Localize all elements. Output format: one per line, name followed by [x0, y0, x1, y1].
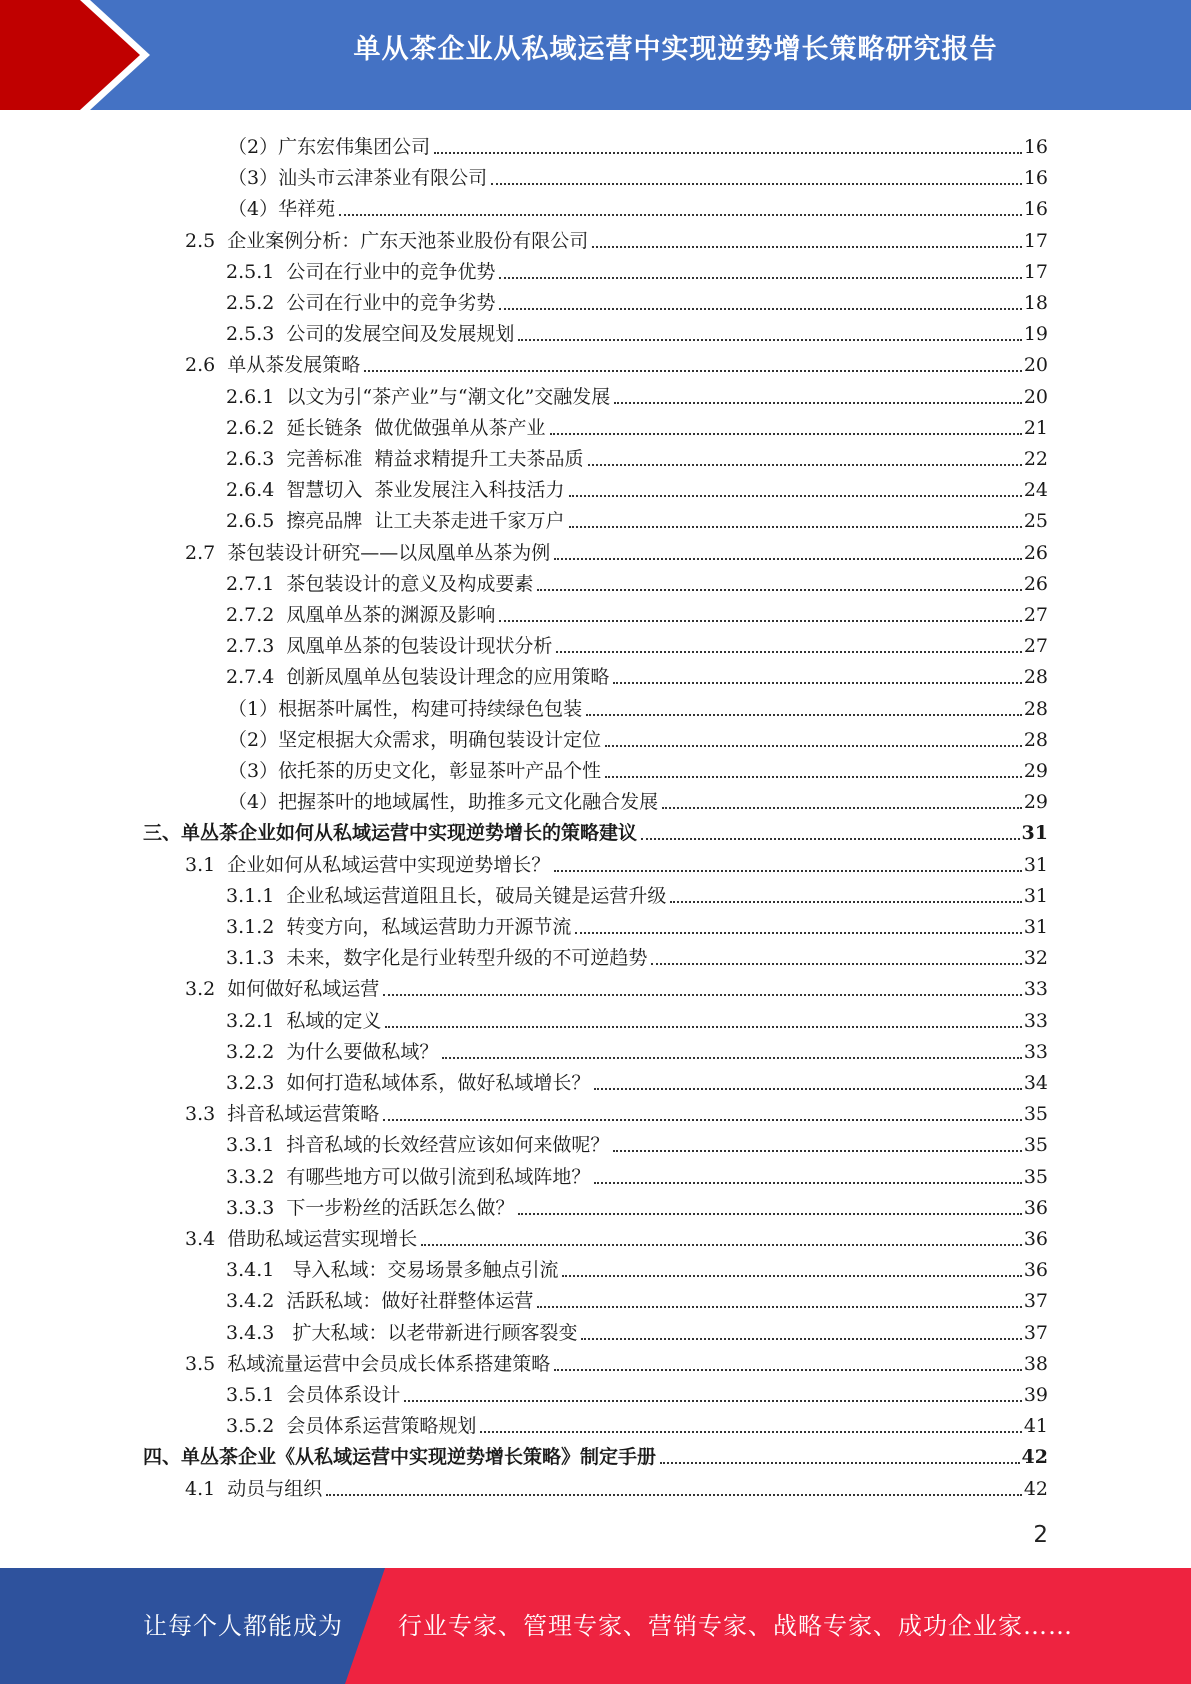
- toc-dot-leader: [556, 651, 1021, 653]
- toc-entry[interactable]: [226, 1407, 1048, 1438]
- toc-entry[interactable]: [226, 565, 1048, 596]
- toc-entry-page: 31: [1023, 853, 1048, 876]
- toc-entry[interactable]: [143, 1438, 1048, 1469]
- toc-entry-label: 2.6.2 延长链条 做优做强单从茶产业: [226, 416, 546, 439]
- toc-entry[interactable]: [185, 1220, 1048, 1251]
- toc-entry-label: 2.6.4 智慧切入 茶业发展注入科技活力: [226, 479, 565, 502]
- toc-dot-leader: [518, 1213, 1021, 1215]
- toc-entry-label: 2.5 企业案例分析：广东天池茶业股份有限公司: [185, 229, 589, 252]
- toc-entry-page: 18: [1023, 292, 1048, 314]
- toc-entry[interactable]: [228, 690, 1048, 721]
- toc-entry-page: 16: [1023, 198, 1048, 221]
- toc-entry[interactable]: [185, 1470, 1048, 1501]
- toc-entry-label: （4）把握茶叶的地域属性，助推多元文化融合发展: [228, 791, 659, 814]
- toc-entry-page: 35: [1023, 1103, 1048, 1126]
- toc-dot-leader: [537, 589, 1021, 591]
- toc-entry[interactable]: [226, 1376, 1048, 1407]
- toc-entry-page: 34: [1023, 1072, 1048, 1094]
- toc-entry[interactable]: [226, 908, 1048, 939]
- toc-entry[interactable]: [226, 877, 1048, 908]
- toc-entry-page: 29: [1023, 760, 1048, 782]
- toc-dot-leader: [614, 402, 1022, 404]
- toc-entry[interactable]: [185, 222, 1048, 253]
- toc-entry-page: 35: [1023, 1134, 1048, 1157]
- toc-entry-page: 42: [1023, 1477, 1048, 1500]
- toc-entry-label: 3.2.1 私域的定义: [226, 1009, 382, 1032]
- toc-entry-label: 3.3.1 抖音私域的长效经营应该如何来做呢？: [226, 1134, 610, 1157]
- toc-dot-leader: [554, 558, 1022, 560]
- toc-entry[interactable]: [226, 658, 1048, 689]
- toc-entry-page: 19: [1023, 323, 1048, 346]
- toc-entry-label: （3）汕头市云津茶业有限公司: [228, 167, 488, 190]
- toc-dot-leader: [586, 714, 1022, 716]
- toc-entry-page: 36: [1023, 1196, 1048, 1219]
- toc-entry[interactable]: [185, 970, 1048, 1001]
- toc-entry-page: 36: [1023, 1259, 1048, 1282]
- toc-entry-page: 17: [1023, 260, 1048, 283]
- toc-dot-leader: [326, 1494, 1022, 1496]
- toc-entry[interactable]: [226, 471, 1048, 502]
- toc-dot-leader: [581, 1338, 1021, 1340]
- toc-entry-page: 37: [1023, 1290, 1048, 1313]
- toc-dot-leader: [491, 183, 1022, 185]
- toc-dot-leader: [518, 339, 1021, 341]
- footer-slogan-left: 让每个人都能成为: [143, 1612, 343, 1640]
- toc-dot-leader: [575, 932, 1021, 934]
- toc-entry-label: 4.1 动员与组织: [185, 1477, 323, 1500]
- toc-entry-page: 26: [1023, 541, 1048, 564]
- toc-dot-leader: [499, 620, 1021, 622]
- toc-dot-leader: [592, 246, 1022, 248]
- toc-dot-leader: [550, 433, 1022, 435]
- toc-entry-label: 四、单丛茶企业《从私域运营中实现逆势增长策略》制定手册: [143, 1446, 657, 1469]
- toc-entry[interactable]: [226, 284, 1048, 315]
- toc-entry-label: （4）华祥苑: [228, 198, 336, 221]
- toc-entry-page: 22: [1023, 448, 1048, 470]
- header-chevron-icon: [0, 0, 140, 110]
- toc-entry-label: 2.6.5 擦亮品牌 让工夫茶走进千家万户: [226, 510, 565, 533]
- toc-entry[interactable]: [228, 721, 1048, 752]
- toc-entry-page: 20: [1023, 385, 1048, 408]
- toc-dot-leader: [605, 745, 1022, 747]
- toc-entry[interactable]: [226, 596, 1048, 627]
- toc-entry-label: 2.7 茶包装设计研究——以凤凰单丛茶为例: [185, 541, 551, 564]
- toc-entry-page: 31: [1021, 822, 1048, 845]
- toc-entry[interactable]: [226, 1158, 1048, 1189]
- toc-entry[interactable]: [185, 1345, 1048, 1376]
- toc-entry-label: 2.7.4 创新凤凰单丛包装设计理念的应用策略: [226, 666, 610, 689]
- toc-entry-page: 27: [1023, 604, 1048, 626]
- toc-dot-leader: [554, 1369, 1022, 1371]
- toc-dot-leader: [434, 152, 1022, 154]
- toc-entry-page: 16: [1023, 167, 1048, 190]
- toc-entry-label: （1）根据茶叶属性，构建可持续绿色包装: [228, 697, 583, 720]
- toc-entry-page: 31: [1023, 884, 1048, 907]
- toc-entry-label: 3.1.3 未来，数字化是行业转型升级的不可逆趋势: [226, 947, 648, 970]
- toc-entry-label: 三、单丛茶企业如何从私域运营中实现逆势增长的策略建议: [143, 822, 638, 845]
- toc-entry-label: 3.2.3 如何打造私域体系，做好私域增长？: [226, 1072, 591, 1094]
- toc-dot-leader: [641, 838, 1020, 840]
- toc-entry[interactable]: [226, 1064, 1048, 1095]
- toc-entry-page: 41: [1023, 1415, 1048, 1438]
- toc-entry-label: 3.1.1 企业私域运营道阻且长，破局关键是运营升级: [226, 884, 667, 907]
- toc-dot-leader: [480, 1431, 1021, 1433]
- toc-dot-leader: [364, 370, 1022, 372]
- toc-dot-leader: [383, 1119, 1022, 1121]
- toc-entry[interactable]: [143, 814, 1048, 845]
- toc-dot-leader: [594, 1182, 1021, 1184]
- toc-entry-label: 3.4.1 导入私域：交易场景多触点引流: [226, 1259, 559, 1282]
- toc-entry[interactable]: [226, 378, 1048, 409]
- toc-entry[interactable]: [226, 1126, 1048, 1157]
- toc-entry-page: 31: [1023, 916, 1048, 938]
- toc-entry-page: 38: [1023, 1352, 1048, 1375]
- toc-entry-label: 2.5.3 公司的发展空间及发展规划: [226, 323, 515, 346]
- toc-entry[interactable]: [226, 1282, 1048, 1313]
- toc-entry-page: 32: [1023, 947, 1048, 970]
- toc-entry-label: 2.7.3 凤凰单丛茶的包装设计现状分析: [226, 635, 553, 658]
- toc-entry-label: 3.1 企业如何从私域运营中实现逆势增长？: [185, 853, 551, 876]
- toc-dot-leader: [662, 807, 1022, 809]
- toc-dot-leader: [499, 308, 1021, 310]
- toc-entry-label: 2.7.1 茶包装设计的意义及构成要素: [226, 572, 534, 595]
- toc-entry-label: 3.1.2 转变方向，私域运营助力开源节流: [226, 916, 572, 938]
- toc-entry[interactable]: [226, 1033, 1048, 1064]
- toc-entry-label: 2.6.3 完善标准 精益求精提升工夫茶品质: [226, 448, 584, 470]
- toc-entry-page: 39: [1023, 1384, 1048, 1406]
- toc-entry-page: 26: [1023, 572, 1048, 595]
- toc-dot-leader: [670, 901, 1021, 903]
- toc-entry-page: 35: [1023, 1165, 1048, 1188]
- toc-entry-page: 17: [1023, 229, 1048, 252]
- toc-entry[interactable]: [226, 1002, 1048, 1033]
- toc-entry-label: 3.3 抖音私域运营策略: [185, 1103, 380, 1126]
- toc-entry-page: 25: [1023, 510, 1048, 533]
- toc-entry-page: 28: [1023, 728, 1048, 751]
- toc-entry-label: （2）广东宏伟集团公司: [228, 136, 431, 158]
- toc-dot-leader: [404, 1400, 1021, 1402]
- toc-entry-page: 42: [1021, 1446, 1048, 1469]
- toc-dot-leader: [569, 526, 1022, 528]
- toc-entry-page: 28: [1023, 697, 1048, 720]
- toc-entry-label: 3.3.2 有哪些地方可以做引流到私域阵地？: [226, 1165, 591, 1188]
- page-number: 2: [1033, 1522, 1048, 1548]
- toc-entry[interactable]: [226, 315, 1048, 346]
- toc-entry[interactable]: [226, 440, 1048, 471]
- toc-entry-label: （3）依托茶的历史文化，彰显茶叶产品个性: [228, 760, 602, 782]
- toc-entry-label: 3.4.2 活跃私域：做好社群整体运营: [226, 1290, 534, 1313]
- toc-entry-page: 33: [1023, 978, 1048, 1001]
- toc-entry[interactable]: [226, 1189, 1048, 1220]
- toc-dot-leader: [651, 963, 1021, 965]
- toc-dot-leader: [499, 277, 1021, 279]
- toc-dot-leader: [339, 214, 1022, 216]
- toc-entry-page: 27: [1023, 635, 1048, 658]
- toc-entry[interactable]: [226, 253, 1048, 284]
- toc-dot-leader: [442, 1057, 1021, 1059]
- toc-entry-label: 2.6 单从茶发展策略: [185, 354, 361, 377]
- toc-entry[interactable]: [226, 409, 1048, 440]
- footer-slogan-right: 行业专家、管理专家、营销专家、战略专家、成功企业家……: [398, 1612, 1073, 1640]
- toc-entry-label: 2.5.2 公司在行业中的竞争劣势: [226, 292, 496, 314]
- toc-dot-leader: [421, 1244, 1022, 1246]
- toc-entry-label: 2.7.2 凤凰单丛茶的渊源及影响: [226, 604, 496, 626]
- toc-entry-page: 24: [1023, 479, 1048, 502]
- toc-entry[interactable]: [226, 939, 1048, 970]
- toc-dot-leader: [537, 1306, 1021, 1308]
- toc-entry-label: 3.5.1 会员体系设计: [226, 1384, 401, 1406]
- toc-entry-page: 36: [1023, 1228, 1048, 1250]
- toc-entry[interactable]: [228, 783, 1048, 814]
- toc-dot-leader: [383, 994, 1022, 996]
- toc-dot-leader: [594, 1088, 1021, 1090]
- toc-entry[interactable]: [185, 1095, 1048, 1126]
- toc-entry-page: 16: [1023, 136, 1048, 158]
- toc-dot-leader: [562, 1275, 1021, 1277]
- toc-dot-leader: [385, 1026, 1021, 1028]
- toc-entry[interactable]: [228, 190, 1048, 221]
- toc-entry[interactable]: [228, 159, 1048, 190]
- toc-entry-label: 3.4 借助私域运营实现增长: [185, 1228, 418, 1250]
- toc-entry[interactable]: [226, 627, 1048, 658]
- toc-dot-leader: [660, 1462, 1020, 1464]
- toc-entry-label: 3.2 如何做好私域运营: [185, 978, 380, 1001]
- toc-entry-page: 33: [1023, 1040, 1048, 1063]
- toc-entry-label: （2）坚定根据大众需求，明确包装设计定位: [228, 728, 602, 751]
- toc-entry-page: 33: [1023, 1009, 1048, 1032]
- toc-entry-label: 2.6.1 以文为引“茶产业”与“潮文化”交融发展: [226, 385, 611, 408]
- toc-entry[interactable]: [185, 846, 1048, 877]
- toc-entry-page: 20: [1023, 354, 1048, 377]
- toc-entry[interactable]: [226, 502, 1048, 533]
- toc-dot-leader: [554, 870, 1022, 872]
- toc-entry[interactable]: [226, 1251, 1048, 1282]
- toc-entry-page: 21: [1023, 416, 1048, 439]
- report-title: 单从茶企业从私域运营中实现逆势增长策略研究报告: [353, 34, 998, 65]
- toc-entry-page: 28: [1023, 666, 1048, 689]
- toc-entry-label: 3.5 私域流量运营中会员成长体系搭建策略: [185, 1352, 551, 1375]
- toc-entry-page: 29: [1023, 791, 1048, 814]
- toc-dot-leader: [588, 464, 1022, 466]
- toc-entry[interactable]: [185, 346, 1048, 377]
- toc-entry-label: 3.2.2 为什么要做私域？: [226, 1040, 439, 1063]
- toc-entry[interactable]: [226, 1314, 1048, 1345]
- page-header: [0, 0, 1191, 110]
- toc-entry-label: 3.4.3 扩大私域：以老带新进行顾客裂变: [226, 1321, 578, 1344]
- toc-dot-leader: [613, 1150, 1021, 1152]
- page-footer: [0, 1568, 1191, 1684]
- toc-dot-leader: [613, 682, 1021, 684]
- toc-entry[interactable]: [228, 752, 1048, 783]
- toc-entry[interactable]: [185, 534, 1048, 565]
- toc-entry[interactable]: [228, 128, 1048, 159]
- toc-entry-label: 3.5.2 会员体系运营策略规划: [226, 1415, 477, 1438]
- toc-entry-page: 37: [1023, 1321, 1048, 1344]
- toc-dot-leader: [569, 495, 1022, 497]
- toc-entry-label: 2.5.1 公司在行业中的竞争优势: [226, 260, 496, 283]
- toc-dot-leader: [605, 776, 1022, 778]
- toc-entry-label: 3.3.3 下一步粉丝的活跃怎么做？: [226, 1196, 515, 1219]
